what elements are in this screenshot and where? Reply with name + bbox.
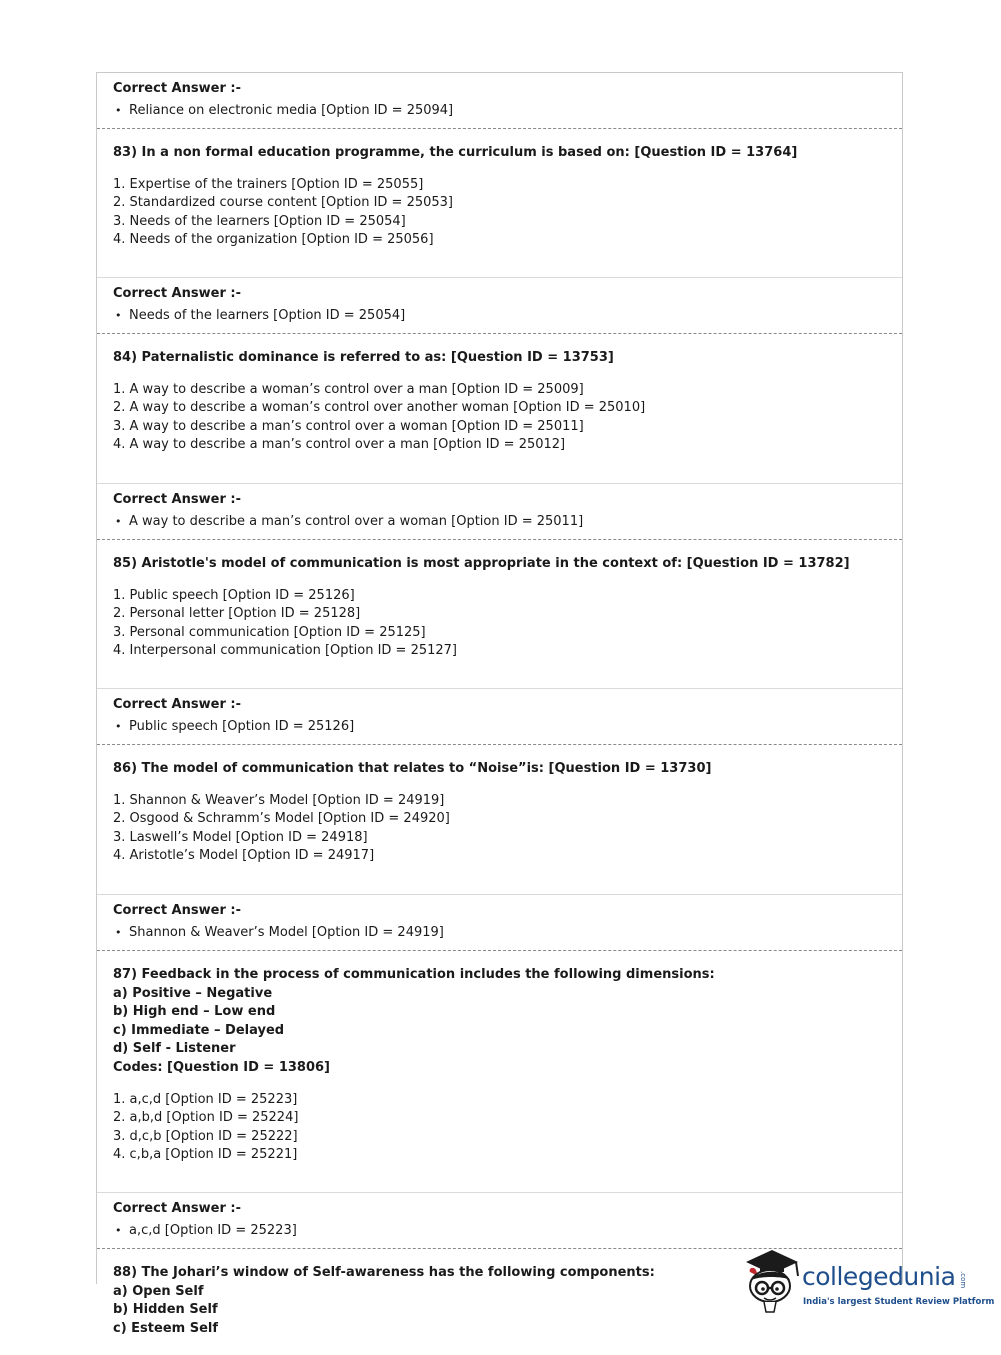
option-item: 2. Standardized course content [Option ID = 25053] (113, 195, 454, 211)
answer-block-84 (97, 484, 902, 540)
option-item: 4. Needs of the organization [Option ID = 25056] (113, 232, 434, 248)
answer-block-86 (97, 895, 902, 951)
option-item: 1. A way to describe a woman’s control over a man [Option ID = 25009] (113, 381, 584, 397)
logo-wordmark: collegedunia (802, 1262, 956, 1291)
question-85 (97, 555, 902, 689)
question-title: 87) Feedback in the process of communication includes the following dimensions: (113, 967, 715, 982)
question-87 (97, 966, 902, 1193)
question-line: a) Positive – Negative (113, 985, 273, 1001)
logo-domain-suffix: .com (959, 1271, 967, 1289)
correct-answer-item: • Public speech [Option ID = 25126] (113, 718, 886, 736)
question-line: b) High end – Low end (113, 1004, 276, 1020)
correct-answer-item: • A way to describe a man’s control over a woman [Option ID = 25011] (113, 513, 886, 531)
answer-block-85 (97, 689, 902, 745)
option-list (113, 587, 886, 661)
correct-answer-heading: Correct Answer :- (113, 1201, 241, 1216)
correct-answer-item: • Reliance on electronic media [Option ID = 25094] (113, 102, 886, 120)
question-title: 85) Aristotle's model of communication is most appropriate in the context of: [Question ID = 13782] (113, 556, 850, 571)
logo-tagline: India's largest Student Review Platform (803, 1297, 995, 1307)
correct-answer-heading: Correct Answer :- (113, 286, 241, 301)
student-mascot-icon (740, 1246, 802, 1318)
answer-block-82 (97, 73, 902, 129)
option-list (113, 176, 886, 250)
option-item: 3. Laswell’s Model [Option ID = 24918] (113, 829, 368, 845)
question-86 (97, 760, 902, 895)
correct-answer-item: • a,c,d [Option ID = 25223] (113, 1222, 886, 1240)
option-list (113, 381, 886, 455)
option-item: 4. Interpersonal communication [Option ID = 25127] (113, 643, 458, 659)
option-item: 4. c,b,a [Option ID = 25221] (113, 1147, 298, 1163)
option-item: 4. Aristotle’s Model [Option ID = 24917] (113, 848, 375, 864)
question-title: 84) Paternalistic dominance is referred to as: [Question ID = 13753] (113, 350, 614, 365)
question-line: b) Hidden Self (113, 1302, 218, 1318)
question-line: Codes: [Question ID = 13806] (113, 1059, 330, 1075)
question-84 (97, 349, 902, 484)
correct-answer-heading: Correct Answer :- (113, 492, 241, 507)
question-line: c) Esteem Self (113, 1320, 219, 1336)
question-title: 88) The Johari’s window of Self-awareness has the following components: (113, 1265, 655, 1280)
answer-block-87 (97, 1193, 902, 1249)
option-item: 2. Osgood & Schramm’s Model [Option ID = 24920] (113, 811, 450, 827)
option-item: 1. a,c,d [Option ID = 25223] (113, 1091, 298, 1107)
option-list (113, 792, 886, 866)
option-item: 3. A way to describe a man’s control over a woman [Option ID = 25011] (113, 418, 584, 434)
option-item: 2. a,b,d [Option ID = 25224] (113, 1110, 299, 1126)
correct-answer-item: • Needs of the learners [Option ID = 25054] (113, 307, 886, 325)
option-item: 3. Personal communication [Option ID = 25125] (113, 624, 426, 640)
option-item: 4. A way to describe a man’s control over a man [Option ID = 25012] (113, 437, 566, 453)
option-item: 3. d,c,b [Option ID = 25222] (113, 1128, 298, 1144)
question-title: 86) The model of communication that relates to “Noise”is: [Question ID = 13730] (113, 761, 712, 776)
answer-block-83 (97, 278, 902, 334)
correct-answer-item: • Shannon & Weaver’s Model [Option ID = 24919] (113, 924, 886, 942)
correct-answer-heading: Correct Answer :- (113, 697, 241, 712)
option-item: 2. Personal letter [Option ID = 25128] (113, 606, 361, 622)
option-item: 1. Public speech [Option ID = 25126] (113, 587, 355, 603)
question-line: d) Self - Listener (113, 1041, 236, 1057)
question-83 (97, 144, 902, 278)
option-item: 1. Shannon & Weaver’s Model [Option ID = 24919] (113, 792, 445, 808)
question-line: a) Open Self (113, 1283, 204, 1299)
correct-answer-heading: Correct Answer :- (113, 903, 241, 918)
option-item: 1. Expertise of the trainers [Option ID = 25055] (113, 176, 424, 192)
question-title: 83) In a non formal education programme, the curriculum is based on: [Question ID = 13764] (113, 145, 798, 160)
option-list (113, 1091, 886, 1165)
collegedunia-logo (740, 1246, 995, 1318)
question-line: c) Immediate – Delayed (113, 1022, 285, 1038)
correct-answer-heading: Correct Answer :- (113, 81, 241, 96)
option-item: 3. Needs of the learners [Option ID = 25054] (113, 213, 406, 229)
option-item: 2. A way to describe a woman’s control over another woman [Option ID = 25010] (113, 400, 646, 416)
